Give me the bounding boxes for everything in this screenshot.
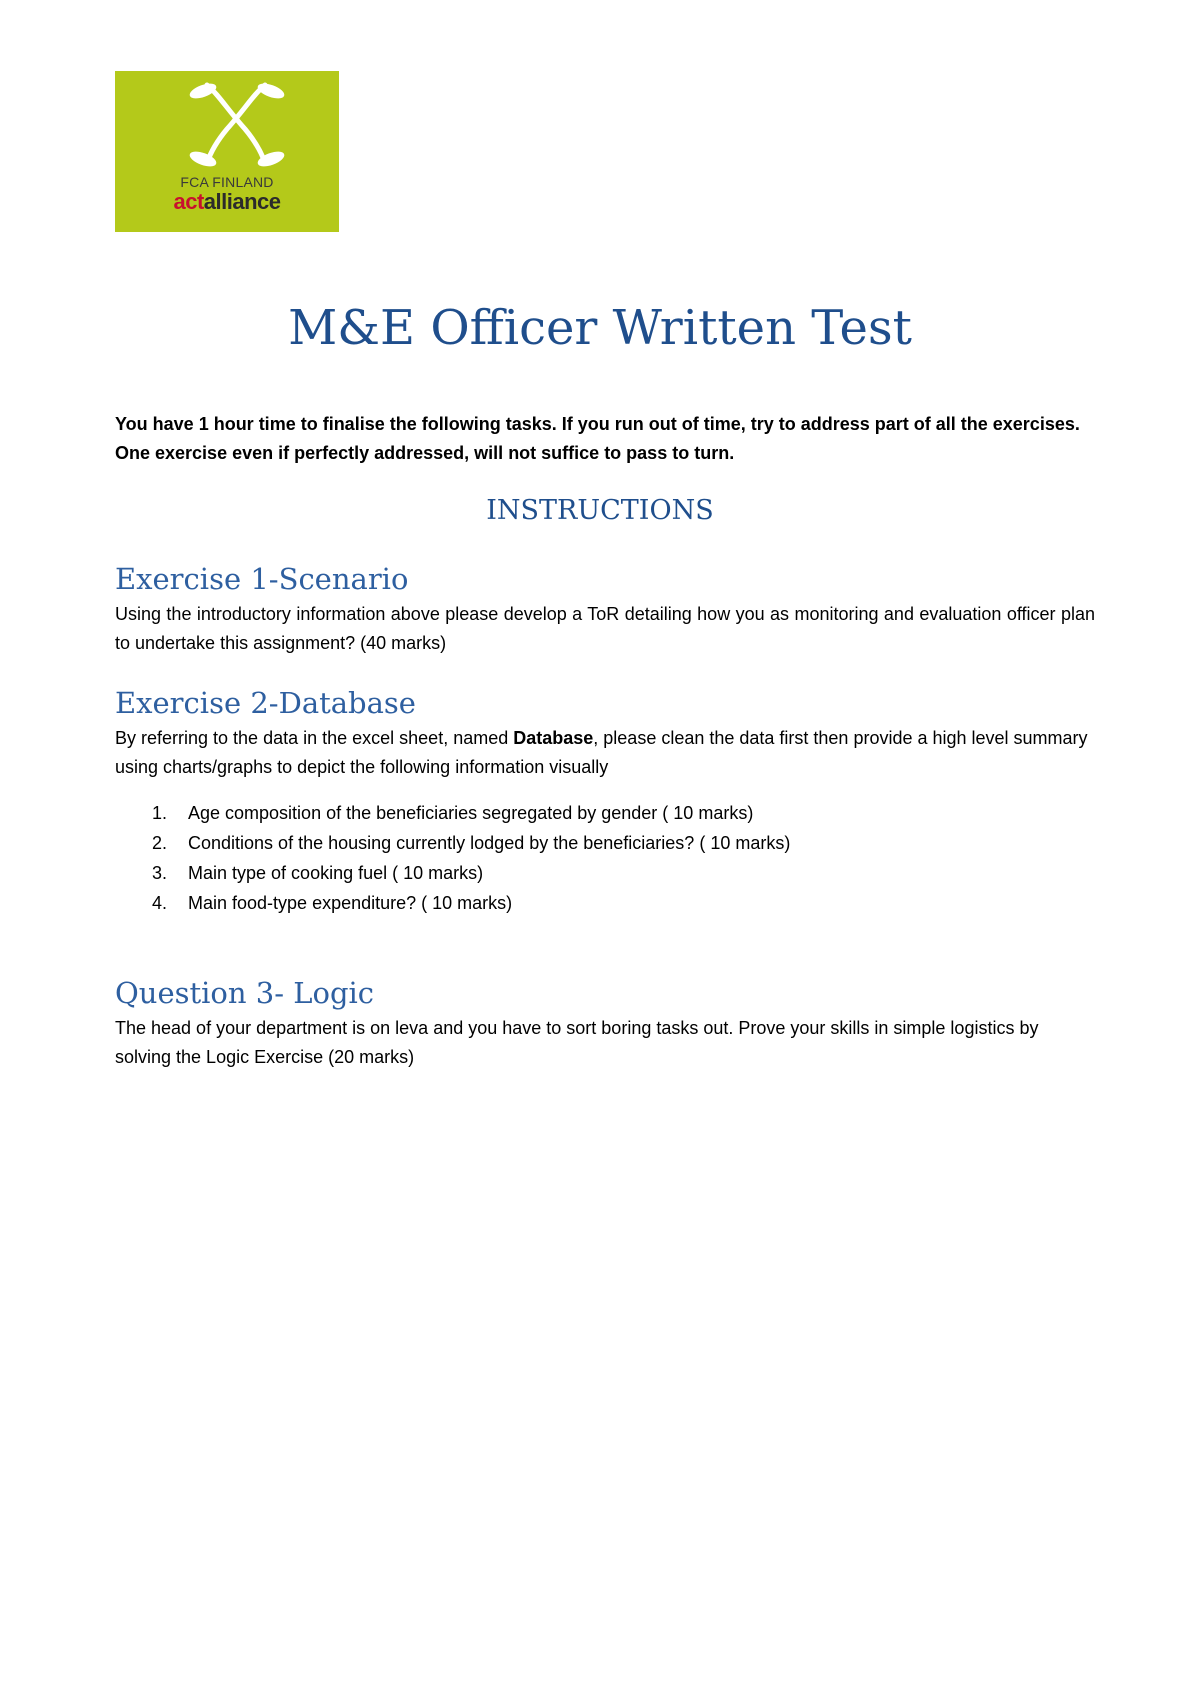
exercise2-text-before: By referring to the data in the excel sheet, named [115,728,514,748]
list-item-number: 4. [152,893,168,913]
logo-org-name: FCA FINLAND [180,174,274,190]
document-title: M&E Officer Written Test [288,300,912,356]
exercise1-heading: Exercise 1-Scenario [115,562,409,596]
list-item-number: 1. [152,803,168,823]
instructions-heading: INSTRUCTIONS [486,495,714,526]
logo-act-text: act [173,189,204,214]
logo-act-alliance [115,189,339,215]
list-item-text: Main food-type expenditure? ( 10 marks) [188,893,513,913]
list-item [115,858,1095,888]
exercise2-heading: Exercise 2-Database [115,686,416,720]
list-item-text: Age composition of the beneficiaries segregated by gender ( 10 marks) [188,803,754,823]
exercise1-text: Using the introductory information above please develop a ToR detailing how you as monitoring and evaluation officer plan to undertake this assignment? (40 marks) [115,604,1095,653]
database-name: Database [513,728,594,748]
exercise2-text [115,724,1095,782]
list-item [115,888,1095,918]
question3-heading: Question 3- Logic [115,976,375,1010]
list-item-number: 3. [152,863,168,883]
list-item-number: 2. [152,833,168,853]
hands-cross-icon [115,71,339,181]
exercise2-text-after: , please clean the data first then provide a high level summary using charts/graphs to depict the following information visually [115,728,1088,777]
question3-text: The head of your department is on leva and you have to sort boring tasks out. Prove your skills in simple logistics by solving the Logic Exercise (20 marks) [115,1018,1039,1067]
list-item [115,798,1095,828]
intro-paragraph: You have 1 hour time to finalise the following tasks. If you run out of time, try to address part of all the exercises. One exercise even if perfectly addressed, will not suffice to pass to turn. [115,414,1080,463]
fca-finland-logo [115,71,339,232]
list-item-text: Main type of cooking fuel ( 10 marks) [188,863,484,883]
logo-alliance-text: alliance [203,189,281,214]
list-item [115,828,1095,858]
list-item-text: Conditions of the housing currently lodged by the beneficiaries? ( 10 marks) [188,833,791,853]
exercise2-task-list [115,798,1095,918]
